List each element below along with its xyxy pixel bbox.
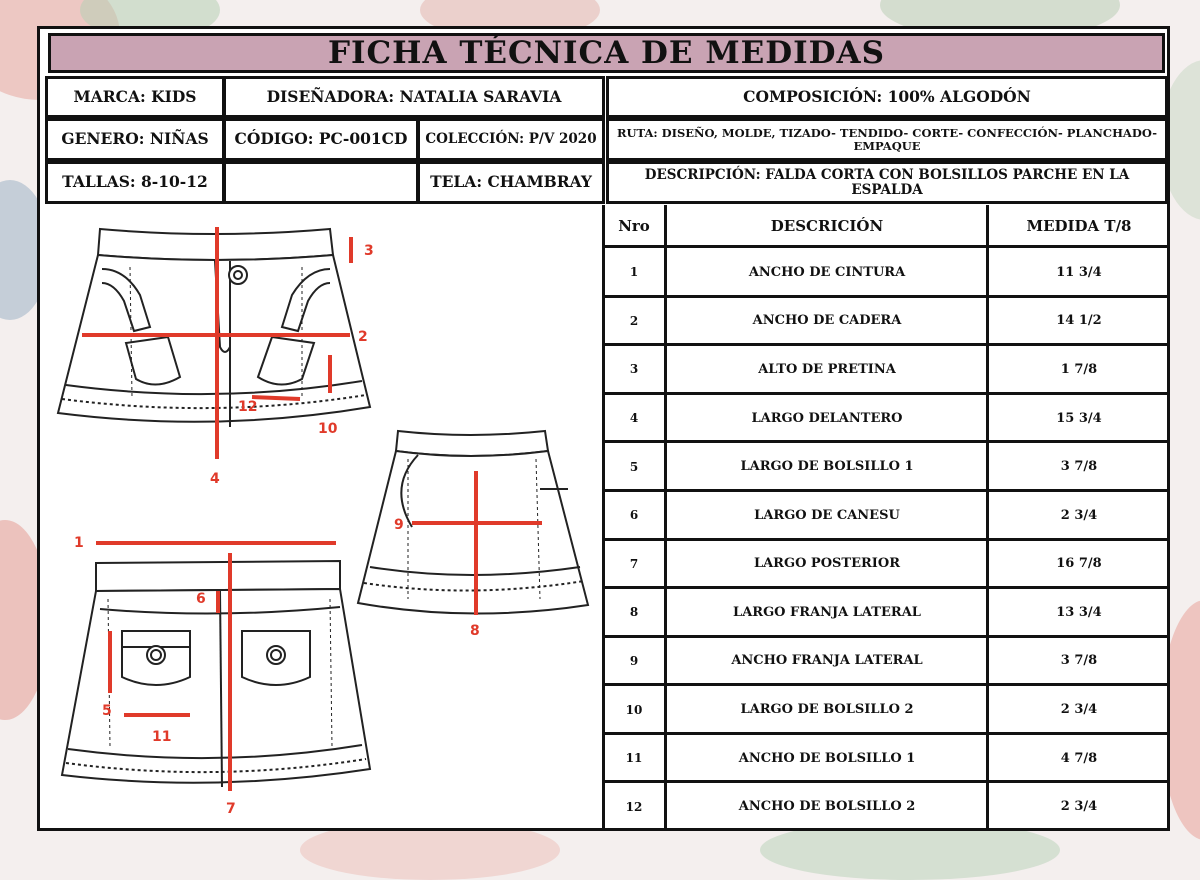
row-medida: 3 7/8 [1060, 653, 1098, 669]
row-descripcion: LARGO DE BOLSILLO 1 [740, 459, 914, 475]
row-descripcion: ALTO DE PRETINA [758, 361, 896, 377]
coleccion-cell: COLECCIÓN: P/V 2020 [417, 118, 605, 161]
descripcion-cell: DESCRIPCIÓN: FALDA CORTA CON BOLSILLOS PARCHE EN LA ESPALDA [606, 161, 1168, 204]
row-nro: 1 [629, 265, 639, 280]
row-medida: 14 1/2 [1056, 313, 1102, 329]
row-rule [602, 635, 1170, 638]
row-nro: 2 [629, 313, 639, 328]
label-6: 6 [196, 591, 206, 607]
table-row [602, 297, 1170, 346]
row-medida: 1 7/8 [1060, 361, 1098, 377]
header-nro: Nro [618, 217, 650, 235]
label-7: 7 [226, 801, 236, 817]
row-descripcion: LARGO DE BOLSILLO 2 [740, 702, 914, 718]
row-rule [602, 538, 1170, 541]
table-divider-1 [664, 205, 667, 831]
label-8: 8 [470, 623, 480, 639]
row-nro: 3 [629, 362, 639, 377]
row-descripcion: ANCHO FRANJA LATERAL [731, 653, 923, 669]
ruta-cell: RUTA: DISEÑO, MOLDE, TIZADO- TENDIDO- CORTE- CONFECCIÓN- PLANCHADO-EMPAQUE [606, 118, 1168, 161]
row-descripcion: LARGO POSTERIOR [753, 556, 901, 572]
row-rule [602, 295, 1170, 298]
table-header-rule [602, 245, 1170, 248]
table-row [602, 345, 1170, 394]
row-rule [602, 343, 1170, 346]
row-rule [602, 392, 1170, 395]
codigo-cell: CÓDIGO: PC-001CD [223, 118, 419, 161]
label-2: 2 [358, 329, 368, 345]
row-medida: 16 7/8 [1056, 556, 1102, 572]
label-1: 1 [74, 535, 84, 551]
row-rule [602, 732, 1170, 735]
row-medida: 3 7/8 [1060, 459, 1098, 475]
table-row [602, 248, 1170, 297]
garment-drawings [40, 207, 602, 831]
row-descripcion: ANCHO DE CADERA [752, 313, 902, 329]
row-descripcion: LARGO FRANJA LATERAL [733, 604, 921, 620]
row-descripcion: ANCHO DE BOLSILLO 1 [738, 750, 916, 766]
row-descripcion: LARGO DELANTERO [751, 410, 903, 426]
front-skirt-sketch [58, 229, 370, 427]
table-border-left [602, 205, 605, 831]
row-rule [602, 440, 1170, 443]
table-row [602, 734, 1170, 783]
table-header [602, 205, 1170, 247]
disenadora-cell: DISEÑADORA: NATALIA SARAVIA [223, 76, 605, 118]
label-12: 12 [238, 399, 258, 415]
row-medida: 13 3/4 [1056, 604, 1102, 620]
row-nro: 7 [629, 556, 639, 571]
row-medida: 2 3/4 [1060, 507, 1098, 523]
skirt-sketches [40, 207, 602, 831]
empty-cell [223, 161, 419, 204]
row-nro: 11 [625, 751, 643, 766]
row-descripcion: ANCHO DE CINTURA [748, 264, 906, 280]
row-nro: 6 [629, 508, 639, 523]
row-medida: 2 3/4 [1060, 799, 1098, 815]
label-11: 11 [152, 729, 172, 745]
table-row [602, 540, 1170, 589]
row-nro: 4 [629, 411, 639, 426]
measurement-table [602, 205, 1170, 831]
tela-cell: TELA: CHAMBRAY [417, 161, 605, 204]
row-nro: 8 [629, 605, 639, 620]
table-row [602, 588, 1170, 637]
row-rule [602, 489, 1170, 492]
row-medida: 11 3/4 [1056, 264, 1102, 280]
row-rule [602, 780, 1170, 783]
label-3: 3 [364, 243, 374, 259]
row-rule [602, 586, 1170, 589]
row-medida: 4 7/8 [1060, 750, 1098, 766]
tallas-cell: TALLAS: 8-10-12 [45, 161, 225, 204]
table-row [602, 637, 1170, 686]
row-nro: 9 [629, 653, 639, 668]
row-medida: 15 3/4 [1056, 410, 1102, 426]
row-descripcion: ANCHO DE BOLSILLO 2 [738, 799, 916, 815]
row-medida: 2 3/4 [1060, 702, 1098, 718]
table-row [602, 442, 1170, 491]
page-title: FICHA TÉCNICA DE MEDIDAS [48, 33, 1165, 73]
label-10: 10 [318, 421, 338, 437]
row-nro: 5 [629, 459, 639, 474]
label-4: 4 [210, 471, 220, 487]
row-nro: 12 [625, 799, 643, 814]
table-row [602, 782, 1170, 831]
header-descripcion: DESCRICIÓN [770, 217, 884, 235]
tech-sheet [37, 26, 1170, 831]
label-9: 9 [394, 517, 404, 533]
genero-cell: GENERO: NIÑAS [45, 118, 225, 161]
row-descripcion: LARGO DE CANESU [754, 507, 900, 523]
table-divider-2 [986, 205, 989, 831]
table-row [602, 491, 1170, 540]
header-medida: MEDIDA T/8 [1026, 217, 1132, 235]
marca-cell: MARCA: KIDS [45, 76, 225, 118]
composicion-cell: COMPOSICIÓN: 100% ALGODÓN [606, 76, 1168, 118]
label-5: 5 [102, 703, 112, 719]
row-nro: 10 [625, 702, 643, 717]
table-row [602, 685, 1170, 734]
row-rule [602, 683, 1170, 686]
table-row [602, 394, 1170, 443]
